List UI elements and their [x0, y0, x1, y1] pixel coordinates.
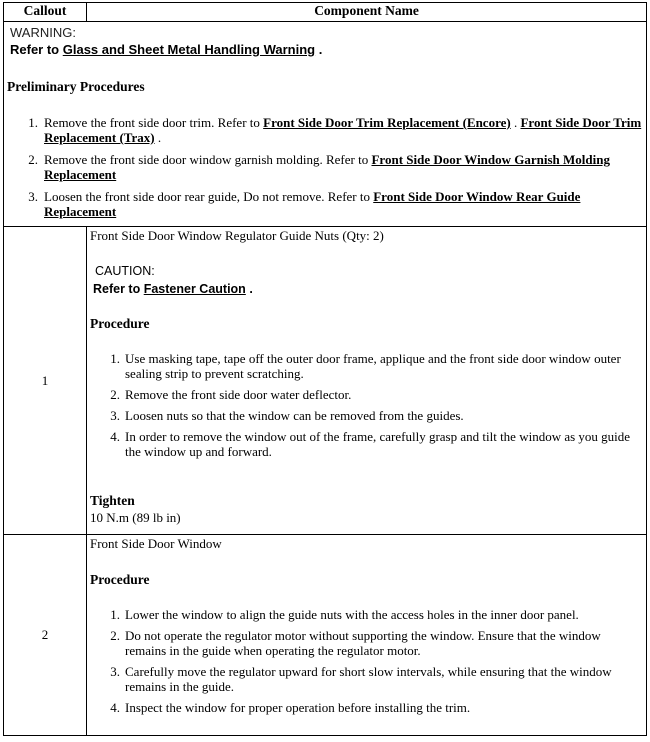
warning-refer: Refer to — [10, 42, 60, 57]
procedure-step: 2. Remove the front side door water deflector. — [110, 387, 352, 402]
procedure-list-1 — [90, 351, 646, 459]
procedure-table — [3, 2, 647, 736]
procedure-title-1: Procedure — [90, 316, 150, 331]
tighten-title: Tighten — [90, 493, 135, 508]
component-name-1: Front Side Door Window Regulator Guide Nuts (Qty: 2) — [90, 228, 384, 243]
preliminary-list — [4, 115, 646, 219]
caution-text: Refer to Fastener Caution . — [93, 282, 253, 296]
table-row — [4, 535, 647, 736]
garnish-molding-link[interactable]: Front Side Door Window Garnish Molding Replacement — [44, 152, 610, 182]
table-row — [4, 227, 647, 535]
caution-label: CAUTION: — [95, 264, 155, 278]
procedure-step: 3. Carefully move the regulator upward for short slow intervals, while ensuring that the window remains in the guide. — [110, 664, 612, 694]
table-header-row — [4, 3, 647, 22]
trim-trax-link[interactable]: Front Side Door Trim Replacement (Trax) — [44, 115, 642, 145]
fastener-caution-link[interactable]: Fastener Caution — [143, 282, 246, 296]
procedure-step: 4. Inspect the window for proper operation before installing the trim. — [110, 700, 471, 715]
callout-1: 1 — [4, 227, 87, 535]
warning-label: WARNING: — [10, 25, 76, 40]
procedure-step: 1. Lower the window to align the guide nuts with the access holes in the inner door panel. — [110, 607, 579, 622]
callout-header: Callout — [4, 3, 87, 22]
preliminary-step: 2. Remove the front side door window garnish molding. Refer to Front Side Door Window Garnish Molding Replacement — [28, 152, 610, 182]
trim-encore-link[interactable]: Front Side Door Trim Replacement (Encore) — [263, 115, 511, 130]
rear-guide-link[interactable]: Front Side Door Window Rear Guide Replacement — [44, 189, 581, 219]
procedure-step: 2. Do not operate the regulator motor without supporting the window. Ensure that the window remains in the guide when operating the regulator motor. — [110, 628, 601, 658]
preliminary-step: 3. Loosen the front side door rear guide, Do not remove. Refer to Front Side Door Window Rear Guide Replacement — [28, 189, 581, 219]
warning-period: . — [318, 42, 323, 57]
preliminary-row — [4, 22, 647, 227]
callout-2: 2 — [4, 535, 87, 736]
tighten-value: 10 N.m (89 lb in) — [90, 510, 181, 525]
procedure-step: 3. Loosen nuts so that the window can be removed from the guides. — [110, 408, 464, 423]
preliminary-cell — [4, 22, 647, 227]
preliminary-step: 1. Remove the front side door trim. Refer to Front Side Door Trim Replacement (Encore) . Front Side Door Trim Replacement (Trax) . — [28, 115, 642, 145]
component-name-2: Front Side Door Window — [90, 536, 222, 551]
component-cell-1 — [87, 227, 647, 535]
procedure-title-2: Procedure — [90, 572, 150, 587]
component-header: Component Name — [87, 3, 647, 22]
procedure-step: 1. Use masking tape, tape off the outer door frame, applique and the front side door window outer sealing strip to prevent scratching. — [110, 351, 621, 381]
procedure-step: 4. In order to remove the window out of the frame, carefully grasp and tilt the window as you guide the window up and forward. — [110, 429, 631, 459]
warning-link[interactable]: Glass and Sheet Metal Handling Warning — [62, 42, 316, 57]
procedure-list-2 — [90, 607, 646, 715]
component-cell-2 — [87, 535, 647, 736]
preliminary-title: Preliminary Procedures — [7, 79, 145, 94]
warning-text — [4, 40, 646, 57]
